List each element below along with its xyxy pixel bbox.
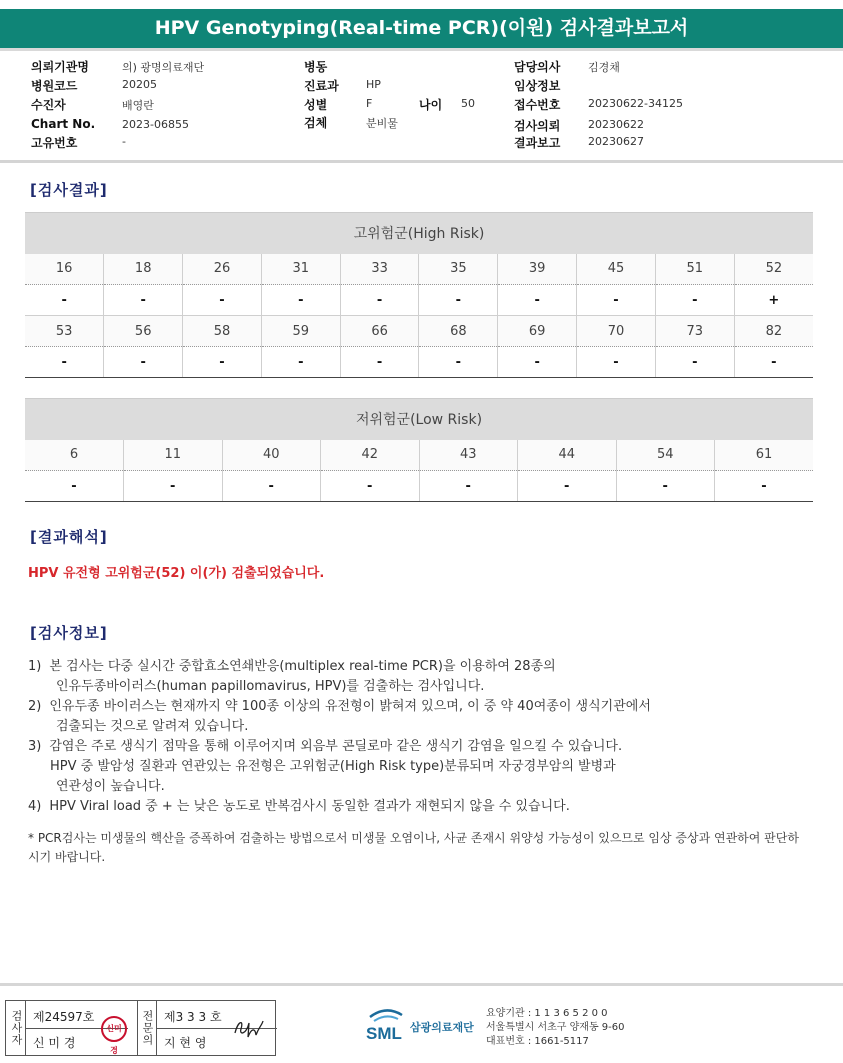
- genotype-cell: 61: [715, 440, 814, 471]
- specialist-name: 지 현 영: [164, 1036, 207, 1050]
- item-number: 3): [28, 739, 42, 754]
- result-cell: -: [518, 471, 617, 502]
- result-cell: -: [616, 471, 715, 502]
- interpretation-text: HPV 유전형 고위험군(52) 이(가) 검출되었습니다.: [28, 566, 325, 581]
- phone: 대표번호 : 1661-5117: [486, 1036, 589, 1047]
- interpretation-section-title: [결과해석]: [30, 528, 108, 546]
- label-report-date: 결과보고: [514, 136, 561, 150]
- value-chart-no: 2023-06855: [122, 118, 189, 131]
- genotype-cell: 69: [498, 316, 577, 347]
- pcr-note: * PCR검사는 미생물의 핵산을 증폭하여 검출하는 방법으로서 미생물 오염이나, 사균 존재시 위양성 가능성이 있으므로 임상 증상과 연관하여 판단하시기 바랍니다.: [28, 831, 799, 864]
- label-ward: 병동: [304, 60, 328, 74]
- result-cell: -: [340, 347, 419, 378]
- inspector-stamp: 신미경: [101, 1016, 127, 1042]
- result-cell: -: [261, 347, 340, 378]
- result-cell: -: [419, 471, 518, 502]
- label-department: 진료과: [304, 79, 339, 93]
- label-patient: 수진자: [31, 98, 66, 112]
- result-cell: -: [222, 471, 321, 502]
- genotype-cell: 40: [222, 440, 321, 471]
- inspector-name: 신 미 경: [33, 1036, 76, 1050]
- item-line: 본 검사는 다중 실시간 중합효소연쇄반응(multiplex real-time PCR)을 이용하여 28종의: [49, 659, 556, 674]
- item-number: 4): [28, 799, 42, 814]
- value-patient: 배영란: [122, 99, 154, 112]
- test-info-item: [28, 737, 818, 797]
- label-chart-no: Chart No.: [31, 117, 96, 131]
- label-specimen: 검체: [304, 116, 328, 130]
- address: 서울특별시 서초구 양재동 9-60: [486, 1022, 625, 1033]
- result-cell: -: [419, 347, 498, 378]
- label-age: 나이: [419, 98, 443, 112]
- result-cell: -: [655, 285, 734, 316]
- genotype-cell: 53: [25, 316, 104, 347]
- low-risk-header: 저위험군(Low Risk): [25, 399, 813, 440]
- value-request-date: 20230622: [588, 118, 644, 131]
- genotype-cell: 6: [25, 440, 124, 471]
- low-risk-table: [25, 398, 813, 502]
- value-unique-no: -: [122, 135, 126, 148]
- item-line: 감염은 주로 생식기 점막을 통해 이루어지며 외음부 콘딜로마 같은 생식기 감염을 일으킬 수 있습니다.: [49, 739, 623, 754]
- genotype-cell: 52: [734, 254, 813, 285]
- genotype-cell: 18: [104, 254, 183, 285]
- result-cell: -: [340, 285, 419, 316]
- genotype-cell: 51: [655, 254, 734, 285]
- genotype-cell: 43: [419, 440, 518, 471]
- results-section-title: [검사결과]: [30, 181, 108, 199]
- item-line: 검출되는 것으로 알려져 있습니다.: [56, 719, 249, 734]
- test-info-item: [28, 797, 818, 817]
- label-doctor: 담당의사: [514, 60, 561, 74]
- title-underline: [0, 48, 843, 51]
- value-requesting-org: 의) 광명의료재단: [122, 61, 205, 74]
- specialist-license: 제3 3 3 호: [164, 1010, 222, 1024]
- result-cell: -: [104, 285, 183, 316]
- result-cell: -: [715, 471, 814, 502]
- org-name: 삼광의료재단: [410, 1021, 474, 1034]
- genotype-cell: 70: [577, 316, 656, 347]
- item-line: 인유두종 바이러스는 현재까지 약 100종 이상의 유전형이 밝혀져 있으며, 이 중 약 40여종이 생식기관에서: [49, 699, 651, 714]
- genotype-cell: 73: [655, 316, 734, 347]
- report-title: HPV Genotyping(Real-time PCR)(이원) 검사결과보고서: [0, 9, 843, 48]
- label-receipt-no: 접수번호: [514, 98, 561, 112]
- result-cell: -: [655, 347, 734, 378]
- test-info-item: [28, 657, 818, 697]
- label-hospital-code: 병원코드: [31, 79, 78, 93]
- high-risk-header: 고위험군(High Risk): [25, 213, 813, 254]
- specialist-signature: [232, 1015, 266, 1041]
- test-info-item: [28, 697, 818, 737]
- result-cell: -: [183, 347, 262, 378]
- result-cell: -: [498, 347, 577, 378]
- label-clinical-info: 임상정보: [514, 79, 561, 93]
- genotype-cell: 11: [124, 440, 223, 471]
- care-code: 요양기관 : 1 1 3 6 5 2 0 0: [486, 1008, 608, 1019]
- item-line: HPV 중 발암성 질환과 연관있는 유전형은 고위험군(High Risk type)분류되며 자궁경부암의 발병과: [50, 759, 616, 774]
- footer-info: [486, 1007, 625, 1049]
- value-department: HP: [366, 78, 381, 91]
- genotype-cell: 45: [577, 254, 656, 285]
- genotype-cell: 66: [340, 316, 419, 347]
- test-info-section-title: [검사정보]: [30, 624, 108, 642]
- result-cell: -: [261, 285, 340, 316]
- result-cell: -: [734, 347, 813, 378]
- genotype-cell: 44: [518, 440, 617, 471]
- result-cell: -: [25, 285, 104, 316]
- result-cell: -: [104, 347, 183, 378]
- info-divider: [0, 160, 843, 163]
- result-cell: -: [577, 285, 656, 316]
- label-sex: 성별: [304, 98, 328, 112]
- genotype-cell: 26: [183, 254, 262, 285]
- result-cell: -: [25, 347, 104, 378]
- genotype-cell: 56: [104, 316, 183, 347]
- value-sex: F: [366, 97, 373, 110]
- result-cell: -: [498, 285, 577, 316]
- genotype-cell: 58: [183, 316, 262, 347]
- value-doctor: 김경채: [588, 61, 620, 74]
- label-requesting-org: 의뢰기관명: [31, 60, 89, 74]
- genotype-cell: 16: [25, 254, 104, 285]
- high-risk-table: [25, 212, 813, 378]
- result-cell: -: [183, 285, 262, 316]
- genotype-cell: 31: [261, 254, 340, 285]
- label-request-date: 검사의뢰: [514, 119, 561, 133]
- genotype-cell: 39: [498, 254, 577, 285]
- footer-divider: [0, 983, 843, 986]
- genotype-cell: 68: [419, 316, 498, 347]
- item-line: HPV Viral load 중 + 는 낮은 농도로 반복검사시 동일한 결과가 재현되지 않을 수 있습니다.: [49, 799, 570, 814]
- result-cell: -: [321, 471, 420, 502]
- genotype-cell: 54: [616, 440, 715, 471]
- signature-box: [5, 1000, 276, 1056]
- test-info-list: [28, 657, 818, 817]
- value-age: 50: [461, 97, 475, 110]
- inspector-label: 검사자: [6, 1001, 26, 1055]
- item-line: 연관성이 높습니다.: [56, 779, 165, 794]
- value-receipt-no: 20230622-34125: [588, 97, 683, 110]
- genotype-cell: 42: [321, 440, 420, 471]
- genotype-cell: 82: [734, 316, 813, 347]
- item-line: 인유두종바이러스(human papillomavirus, HPV)를 검출하는 검사입니다.: [56, 679, 485, 694]
- result-cell: -: [419, 285, 498, 316]
- genotype-cell: 33: [340, 254, 419, 285]
- inspector-license: 제24597호: [33, 1010, 95, 1024]
- label-unique-no: 고유번호: [31, 136, 78, 150]
- genotype-cell: 59: [261, 316, 340, 347]
- result-cell: +: [734, 285, 813, 316]
- value-report-date: 20230627: [588, 135, 644, 148]
- value-specimen: 분비물: [366, 117, 398, 130]
- specialist-label: 전문의: [137, 1001, 157, 1055]
- logo-text: SML: [366, 1024, 402, 1043]
- value-hospital-code: 20205: [122, 78, 157, 91]
- item-number: 1): [28, 659, 42, 674]
- result-cell: -: [124, 471, 223, 502]
- result-cell: -: [25, 471, 124, 502]
- genotype-cell: 35: [419, 254, 498, 285]
- result-cell: -: [577, 347, 656, 378]
- item-number: 2): [28, 699, 42, 714]
